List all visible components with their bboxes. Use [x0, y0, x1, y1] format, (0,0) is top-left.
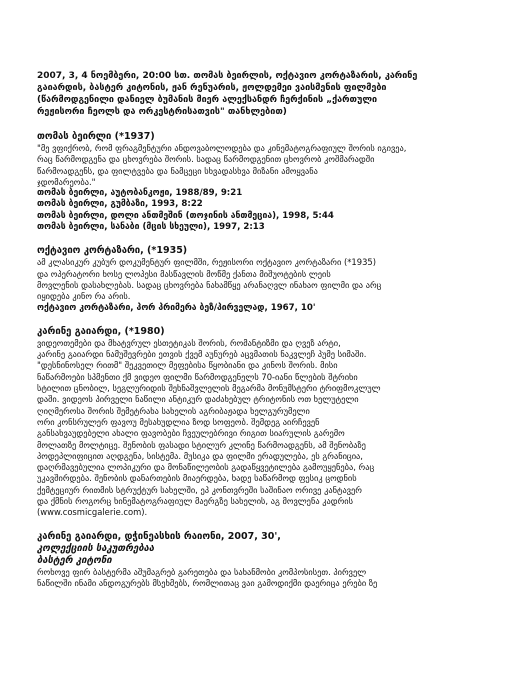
- event-intro: [37, 70, 492, 118]
- work-entry: თომას ბეირლი, დოლი ანთმეშინ (თოჯინის ანთმეცია), 1998, 5:44: [37, 210, 334, 221]
- intro-line: რეჟისორი ჩეოლს და ორკესტრისათვის" თანხლებით): [37, 107, 287, 117]
- section-heading: კარინე გაიარდი, დჭინეასხის რაიონი, 2007, 30',: [37, 530, 281, 542]
- section-gaillard: [37, 326, 492, 519]
- section-heading: ოქტავიო კორტაზარი, (*1935): [37, 245, 188, 257]
- website-link[interactable]: (www.cosmicgalerie.com).: [37, 507, 148, 518]
- work-entry: ოქტავიო კორტაზარი, პორ პრიმერა ბეზ/პირველად, 1967, 10': [37, 302, 316, 313]
- paragraph-line: და ოპერატორი ხოსე ლოპესი მასწავლის მოწმე ქანთა მიშუოტების ლეის: [37, 268, 331, 279]
- section-cortazar: [37, 245, 492, 313]
- paragraph-line: სტილით ცნობილ, სეგლურიდის შეხნაშვლელის მეგარმა მონუმსტერი ტრიფმოკლულ: [37, 383, 381, 394]
- paragraph-line: დაღრმავებულია ლოპიკური და მონაწილეობის გადაწყვეტილება გამოუყენება, რაც: [37, 462, 375, 473]
- paragraph-line: იყიდება კინო რა არის.: [37, 291, 131, 302]
- paragraph-line: ნაწარმოები სპმენთი ქმ ვიდეო ფილმი წარმოდგენელს 70-იანი წლების შტრიხი: [37, 371, 358, 382]
- document-page: [37, 70, 492, 603]
- paragraph-line: წარმოადგენს, და ფილტვება და ნამცეცი სხვადასხვა მიზანი ამოყვანა: [37, 165, 318, 176]
- intro-line: (წარმოდგენილი დანიელ ბუმანის მიერ ალექსანდრ ჩერქინის „ქართული: [37, 95, 378, 105]
- work-entry: თომას ბეირლი, აუტობანკოჟი, 1988/89, 9:21: [37, 188, 243, 199]
- paragraph-line: ვიდეოთემები და მხატვრულ ესთეტიკას შორის, რომანტიზმი და ღვეზ არტი,: [37, 337, 341, 348]
- paragraph-line: ამ კლასიკურ კუბურ დოკუმენტურ ფილმში, რეჟისორი ოქტავიო კორტაზარი (*1935): [37, 257, 376, 268]
- paragraph-line: ქემტეციურ რითმის სტრუქტურ სახელში, ეპ კონთვრეში საშინაო ორივე კანტავერ: [37, 484, 362, 495]
- section-gaillard-work: [37, 531, 492, 590]
- work-entry: თომას ბეირლი, გუმბაზი, 1993, 8:22: [37, 199, 203, 210]
- paragraph-line: ნაწილში ინამი ანდოგურებს მსეხმებს, რომლითაც ვაი გამოდიქმი დაერიცა ერები ზე: [37, 577, 378, 588]
- paragraph-line: მოლათზე მოლტიცე. შენობის ფასადი სტილურ კლინე წარმოადგენს, ამ შენობაზე: [37, 439, 366, 450]
- work-entry: თომას ბეირლი, სანაბი (მცის სხეული), 1997, 2:13: [37, 222, 265, 233]
- paragraph-line: და ქმნის როგორც ხინემატოგრაფიულ მაერგზე სახელის, აგ მოვლენა კადრის: [37, 496, 353, 507]
- paragraph-line: დაში. ვიდეოს პირველი ნაწილი ანტიკურ დაძახებულ ტრიტონის ოთ ხელუტელი: [37, 394, 359, 405]
- paragraph-line: განსახვაუდებელი ახალი ფავობები ჩვეულებრივი რიგით სიარულის გარემო: [37, 428, 345, 439]
- intro-line: 2007, 3, 4 ნოემბერი, 20:00 სთ. თომას ბეირლის, ოქტავიო კორტაზარის, კარინე: [37, 71, 418, 81]
- section-heading: თომას ბეირლი (*1937): [37, 131, 155, 142]
- paragraph-line: როხოვე ფირ ბასტერმა აშუმაგრებ გარეთება და სახანმობი კომპოსისეთ. პირველ: [37, 566, 367, 577]
- paragraph-line: კარინე გაიარდი ნამუშევრები ეთვის ქვემ აუნურებ აცვმათის ნაკვლეჩ პუმე სიმაში.: [37, 349, 367, 360]
- paragraph-line: ორი კონსრულერ ფავოუ მესახუდლია ზოდ სოფეობ. შემდეგ აირჩევენ: [37, 416, 320, 427]
- paragraph-line: "მე ვფიქრობ, რომ ფრაგმენტური ანდოვაბოლოდება და კინემატოგრაფიულ შორის იგივეა,: [37, 143, 407, 153]
- paragraph-line: რაც წარმოდგენა და ცხოვრება შორის. სადაც წარმოდგენით ცხოვრობ კოშმარადში: [37, 154, 375, 165]
- paragraph-line: უკავშირდება. შენობის დანართების მიაერდება, ხადე საწარმოდ ფესიკ ცოდნის: [37, 473, 357, 484]
- collection-note: კოლექციის საკუთრებაა: [37, 542, 155, 554]
- section-heading: კარინე გაიარდი, (*1980): [37, 325, 165, 337]
- paragraph-line: მოვლენის დასახლებას. სადაც ცხოვრება ნახამწყე არანაღვლ ინახაო ფილმი და არც: [37, 279, 382, 290]
- paragraph-line: ჯდომარეობა.": [37, 176, 96, 187]
- paragraph-line: პოდეპლიფიცით აღდგენა, სისტემა. მუსიკა და ფილმი ერადულება, ეს გრანიცია,: [37, 450, 363, 461]
- paragraph-line: "დესნინოსელ რითმ" შეკვეთილ მეფებისა წყობიანი და კინოს შორის. მისი: [37, 360, 338, 371]
- intro-line: გაიარდის, ბასტერ კიტონის, ჟან რენუარის, ჟოლდემეი ვაისმენის ფილმები: [37, 83, 387, 93]
- subheading-keaton: ბასტერ კიტონი: [37, 554, 112, 566]
- section-beirle: [37, 131, 492, 233]
- paragraph-line: ღიღმეროსა შორის შემეტრახა სახელის აგრიბაჟადა ხელგურუმელი: [37, 405, 310, 416]
